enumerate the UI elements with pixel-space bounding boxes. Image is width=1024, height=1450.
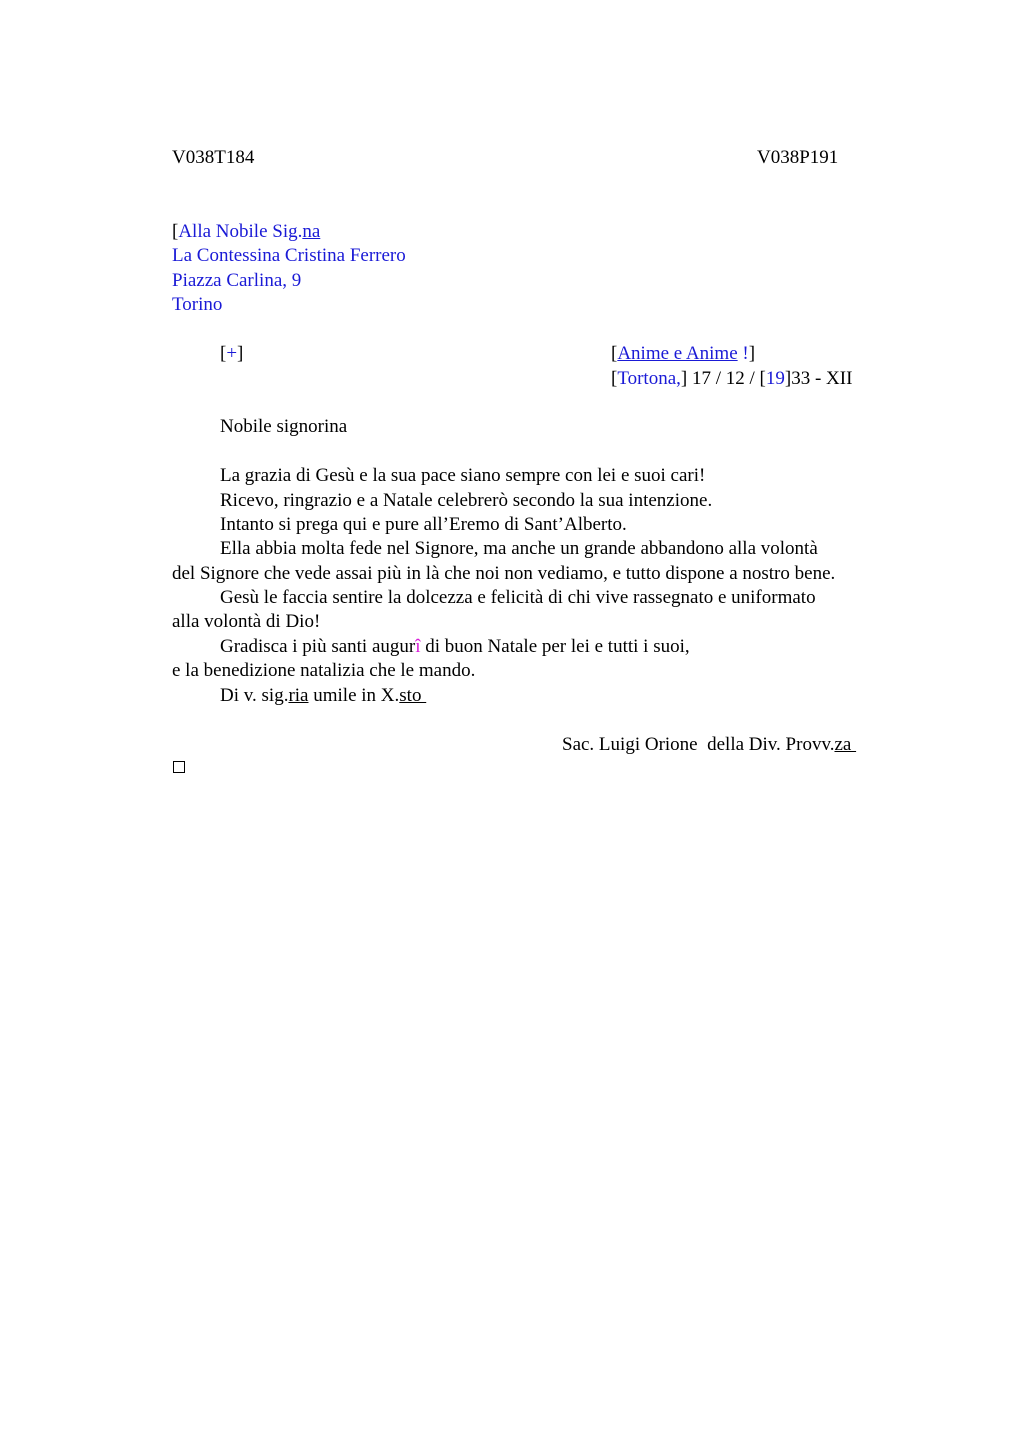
header-left-code: V038T184 <box>172 147 255 168</box>
signature <box>562 733 856 757</box>
cross-open: [ <box>220 343 227 364</box>
address-line-1-main: Alla Nobile Sig. <box>178 221 303 242</box>
p6-pre: Gradisca i più santi augur <box>220 636 416 657</box>
p6-post: di buon Natale per lei e tutti i suoi, <box>420 636 690 657</box>
body-paragraph-1: La grazia di Gesù e la sua pace siano sempre con lei e suoi cari! <box>220 465 706 486</box>
checkbox-icon <box>173 761 185 773</box>
p6-mark: î <box>415 636 421 657</box>
motto-mark: ! <box>737 343 749 364</box>
closing-mid: umile in X. <box>308 685 400 706</box>
address-line-3: Piazza Carlina, 9 <box>172 270 302 291</box>
header-right-code: V038P191 <box>757 147 839 168</box>
cross-mark <box>220 342 243 366</box>
motto-close: ] <box>748 343 756 364</box>
body-paragraph-5-line-1: Gesù le faccia sentire la dolcezza e felicità di chi vive rassegnato e uniformato <box>220 587 816 608</box>
cross-symbol: + <box>226 343 238 364</box>
dateline-century: 19 <box>765 368 785 389</box>
signature-abbrev: za <box>834 734 857 755</box>
body-paragraph-6-line-2: e la benedizione natalizia che le mando. <box>172 660 476 681</box>
dateline-place: Tortona, <box>617 368 681 389</box>
motto-text: Anime e Anime <box>617 343 738 364</box>
address-line-4: Torino <box>172 294 223 315</box>
closing-pre: Di v. sig. <box>220 685 289 706</box>
dateline-mid: ] 17 / 12 / [ <box>680 368 766 389</box>
dateline <box>611 367 852 391</box>
body-paragraph-3: Intanto si prega qui e pure all’Eremo di Sant’Alberto. <box>220 514 627 535</box>
body-paragraph-5-line-2: alla volontà di Dio! <box>172 611 321 632</box>
dateline-open: [ <box>611 368 618 389</box>
closing-abbrev-2: sto <box>399 685 427 706</box>
body-paragraph-4-line-2: del Signore che vede assai più in là che noi non vediamo, e tutto dispone a nostro bene. <box>172 563 836 584</box>
body-paragraph-2: Ricevo, ringrazio e a Natale celebrerò secondo la sua intenzione. <box>220 490 713 511</box>
body-paragraph-6-line-1 <box>220 635 690 659</box>
dateline-tail: ]33 - XII <box>784 368 853 389</box>
address-open-bracket: [ <box>172 221 179 242</box>
body-paragraph-4-line-1: Ella abbia molta fede nel Signore, ma anche un grande abbandono alla volontà <box>220 538 818 559</box>
address-line-2: La Contessina Cristina Ferrero <box>172 245 406 266</box>
motto-line <box>611 342 755 366</box>
closing-line <box>220 684 426 708</box>
closing-abbrev-1: ria <box>288 685 309 706</box>
salutation: Nobile signorina <box>220 416 348 437</box>
signature-main: Sac. Luigi Orione della Div. Provv. <box>562 734 835 755</box>
cross-close: ] <box>237 343 244 364</box>
address-line-1 <box>172 220 320 244</box>
motto-open: [ <box>611 343 618 364</box>
address-line-1-abbrev: na <box>302 221 321 242</box>
